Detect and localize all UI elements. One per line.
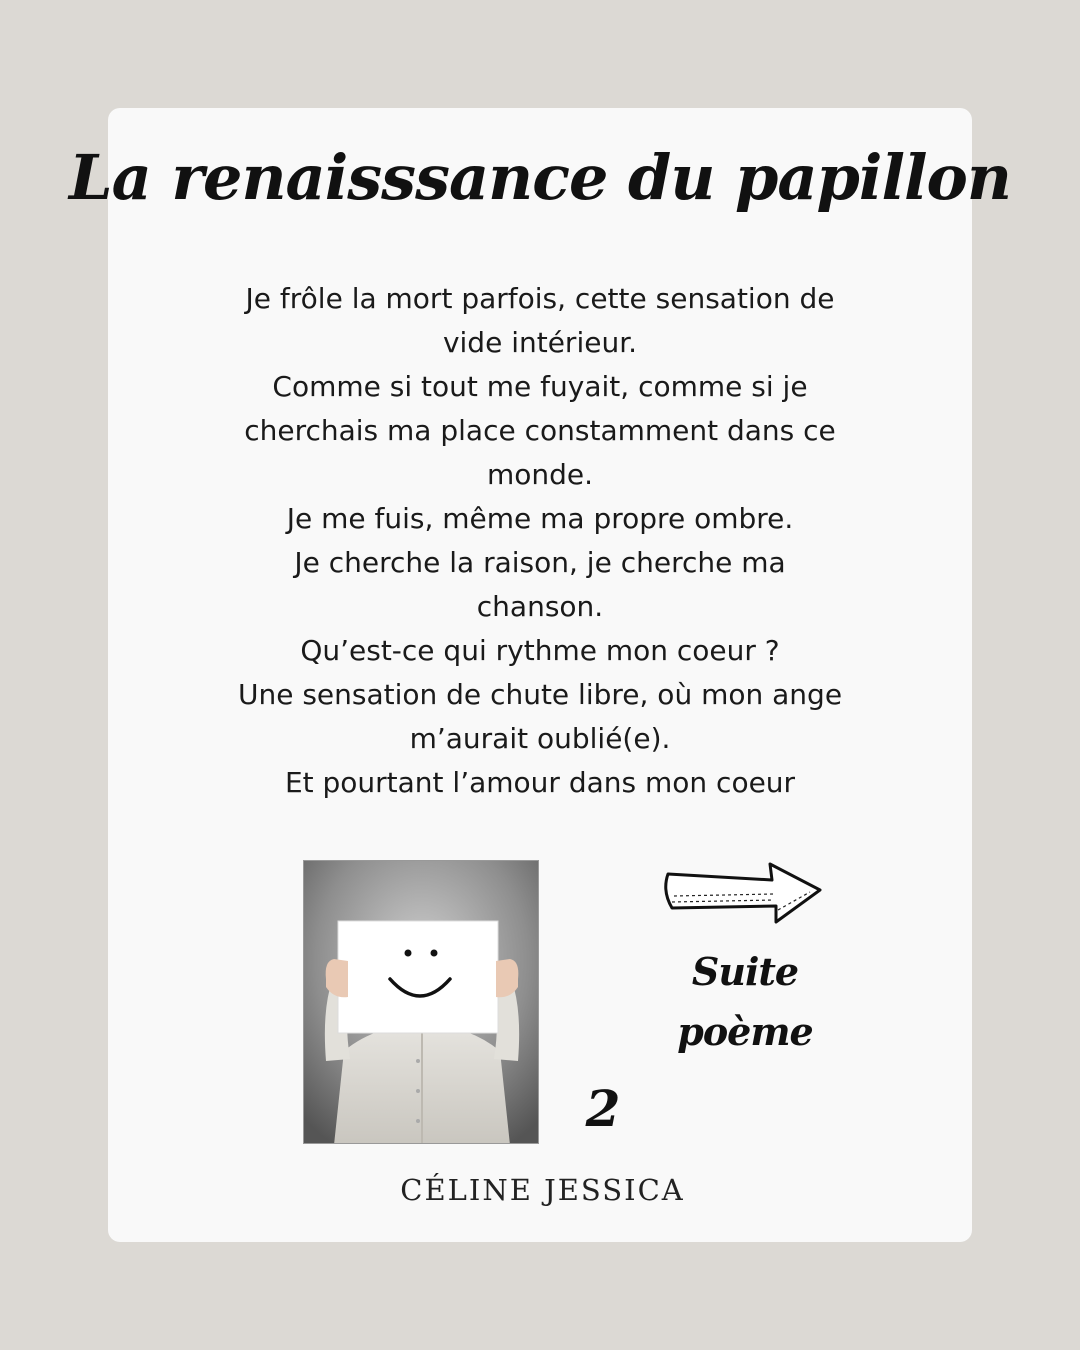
poem-line: cherchais ma place constamment dans ce [244, 414, 836, 447]
poem-line: Qu’est-ce qui rythme mon coeur ? [300, 634, 780, 667]
poem-text [180, 277, 900, 805]
poem-line: vide intérieur. [442, 326, 638, 359]
poem-line: chanson. [476, 590, 604, 623]
arrow-right-icon[interactable] [660, 858, 824, 928]
poem-line: Je cherche la raison, je cherche ma [294, 546, 786, 579]
poem-line: m’aurait oublié(e). [409, 722, 671, 755]
poem-line: monde. [486, 458, 594, 491]
poem-line: Une sensation de chute libre, où mon ange [237, 678, 843, 711]
next-poem-label[interactable]: Suite poème [677, 949, 813, 1054]
smiley-sign-photo [303, 860, 539, 1144]
poem-line: Comme si tout me fuyait, comme si je [272, 370, 808, 403]
poem-title: La renaisssance du papillon [69, 141, 1011, 214]
page-number: 2 [585, 1079, 621, 1138]
author-signature: CÉLINE JESSICA [400, 1173, 685, 1207]
poem-line: Et pourtant l’amour dans mon coeur [284, 766, 796, 799]
poem-line: Je me fuis, même ma propre ombre. [286, 502, 794, 535]
poem-line: Je frôle la mort parfois, cette sensation de [245, 282, 835, 315]
